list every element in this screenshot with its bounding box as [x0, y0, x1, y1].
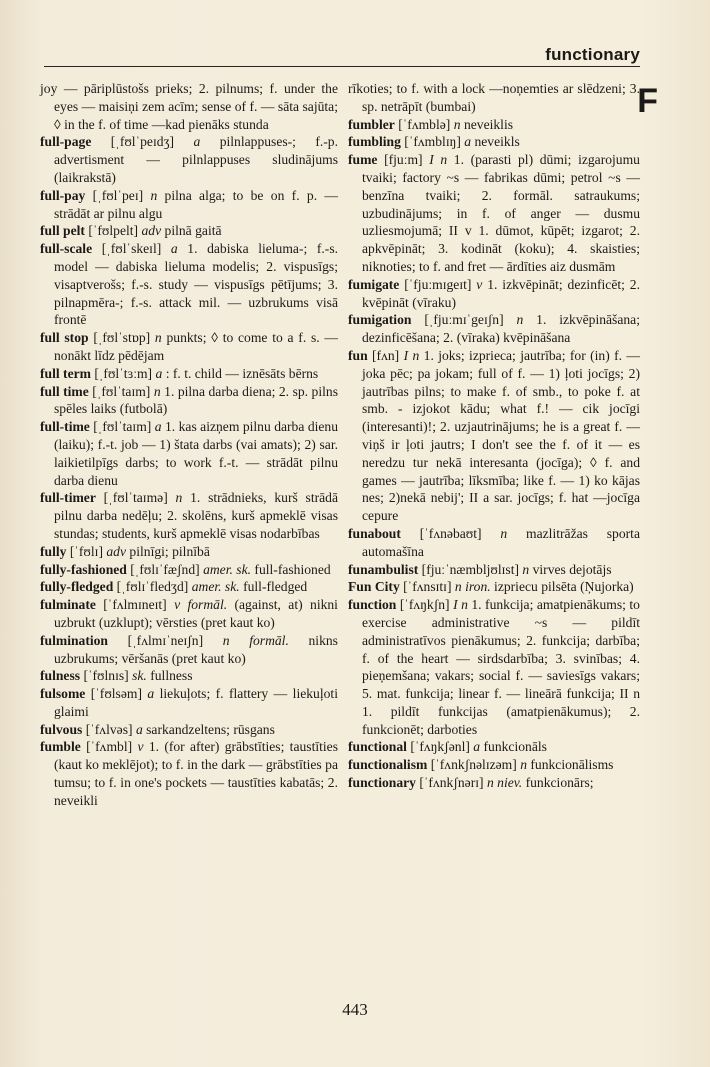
entry-definition: funkcionālisms	[530, 757, 614, 773]
dictionary-entry	[348, 578, 640, 596]
entry-pronunciation: [ˈfʌnsɪtɪ]	[403, 579, 452, 595]
dictionary-entry	[348, 347, 640, 525]
dictionary-entry	[40, 578, 338, 596]
entry-headword: fully	[40, 543, 67, 559]
dictionary-entry	[40, 133, 338, 186]
dictionary-entry	[40, 80, 338, 133]
entry-headword: full stop	[40, 330, 89, 346]
entry-definition: pilnā gaitā	[164, 223, 222, 239]
dictionary-entry	[40, 596, 338, 632]
entry-part-of-speech: a	[154, 419, 162, 435]
entry-definition: punkts; ◊ to come to a f. s. — nonākt līdz pēdējam	[54, 330, 338, 363]
entry-headword: full-page	[40, 134, 92, 150]
entry-definition: mazlitrāžas sporta automašīna	[362, 525, 640, 559]
dictionary-entry	[348, 596, 640, 738]
right-column	[348, 80, 640, 792]
entry-headword: fun	[348, 347, 368, 363]
entry-headword: full-pay	[40, 187, 86, 203]
entry-pronunciation: [ˌfjuːmɪˈgeɪʃn]	[424, 312, 504, 328]
entry-pronunciation: [ˌfʊlˈtaɪm]	[92, 383, 151, 399]
dictionary-entry	[40, 543, 338, 561]
entry-part-of-speech: n	[516, 312, 524, 328]
entry-headword: funabout	[348, 525, 401, 541]
entry-definition: full-fashioned	[254, 561, 331, 577]
entry-headword: fully-fashioned	[40, 561, 127, 577]
entry-definition: fullness	[150, 668, 193, 684]
entry-headword: full-scale	[40, 241, 93, 257]
entry-headword: fumbling	[348, 134, 401, 150]
page-number: 443	[342, 1000, 368, 1019]
dictionary-entry	[40, 365, 338, 383]
dictionary-entry	[40, 187, 338, 223]
entry-part-of-speech: n	[500, 525, 508, 541]
running-head-word: functionary	[545, 45, 640, 64]
dictionary-entry	[40, 418, 338, 489]
entry-part-of-speech: n	[522, 561, 530, 577]
entry-definition: joy — pāriplūstošs prieks; 2. pilnums; f. under the eyes — maisiņi zem acīm; sense of f. — sāta sajūta; ◊ in the f. of time —kad pienāks stunda	[40, 81, 338, 132]
entry-definition: 1. dabiska lieluma-; f.-s. model — dabiska lieluma modelis; 2. vispusīgs; visaptverošs; f.-s. study — vispusīgs pētījums; 3. pilnapmēra-; f.-s. attack mil. — uzbrukums visā frontē	[54, 241, 339, 328]
entry-headword: full pelt	[40, 223, 85, 239]
dictionary-entry	[348, 756, 640, 774]
entry-headword: full term	[40, 365, 91, 381]
entry-part-of-speech: v formāl.	[174, 597, 228, 613]
entry-definition: izpriecu pilsēta (Ņujorka)	[494, 579, 634, 595]
entry-definition: rīkoties; to f. with a lock —noņemties ar slēdzeni; 3. sp. netrāpīt (bumbai)	[348, 81, 640, 114]
entry-pronunciation: [ˌfʊlˈpeɪ]	[92, 187, 144, 203]
entry-pronunciation: [ˌfʌlmɪˈneɪʃn]	[127, 632, 204, 648]
dictionary-entry	[40, 685, 338, 721]
entry-definition: 1. (for after) grābstīties; taustīties (kaut ko meklējot); to f. in the dark — grābstīties pa tumsu; to f. in one's pockets — taustīties kabatās; 2. neveikli	[54, 739, 339, 808]
entry-part-of-speech: a	[464, 134, 472, 150]
entry-part-of-speech: a	[193, 134, 201, 150]
entry-pronunciation: [ˈfʊlsəm]	[90, 686, 142, 702]
entry-pronunciation: [ˈfʌŋkʃn]	[399, 597, 450, 613]
entry-pronunciation: [ˈfʌmbl]	[86, 739, 133, 755]
entry-headword: fulminate	[40, 597, 96, 613]
entry-pronunciation: [ˈfʌnkʃnəlɪzəm]	[430, 757, 517, 773]
entry-part-of-speech: n niev.	[486, 775, 523, 791]
entry-pronunciation: [ˈfʌmblɪŋ]	[404, 134, 461, 150]
entry-headword: full-timer	[40, 490, 96, 506]
dictionary-entry	[40, 329, 338, 365]
entry-pronunciation: [ˈfʌlvəs]	[85, 721, 133, 737]
entry-definition: funkcionārs;	[525, 775, 594, 791]
entry-part-of-speech: amer. sk.	[191, 579, 240, 595]
entry-definition: liekuļots; f. flattery — liekuļoti glaimi	[54, 686, 338, 719]
entry-part-of-speech: sk.	[132, 668, 147, 684]
entry-headword: functionary	[348, 775, 416, 791]
entry-pronunciation: [ˌfʊlˈtaɪmə]	[103, 490, 168, 506]
entry-part-of-speech: n	[153, 383, 161, 399]
entry-definition: pilnlappuses-; f.-p. advertisment — pilnlappuses sludinājums (laikrakstā)	[54, 134, 338, 185]
entry-definition: pilnīgi; pilnībā	[129, 543, 210, 559]
entry-headword: fumbler	[348, 116, 395, 132]
entry-definition: 1. strādnieks, kurš strādā pilnu darba nedēļu; 2. skolēns, kurš apmeklē visas stundas; students, kurš apmeklē visas nodarbības	[54, 490, 338, 541]
entry-headword: fulsome	[40, 686, 86, 702]
entry-pronunciation: [ˌfʊlˈtɜːm]	[94, 365, 153, 381]
dictionary-entry	[40, 721, 338, 739]
dictionary-entry	[348, 561, 640, 579]
entry-pronunciation: [ˈfʌnəbaʊt]	[419, 525, 482, 541]
entry-part-of-speech: adv	[106, 543, 127, 559]
entry-headword: fulness	[40, 668, 81, 684]
entry-part-of-speech: n formāl.	[222, 632, 289, 648]
entry-headword: fulmination	[40, 632, 108, 648]
entry-pronunciation: [ˈfʊlpelt]	[88, 223, 139, 239]
entry-pronunciation: [ˈfʌnkʃnərɪ]	[419, 775, 484, 791]
entry-definition: pilna alga; to be on f. p. — strādāt ar pilnu algu	[54, 187, 338, 221]
dictionary-entry	[348, 311, 640, 347]
dictionary-entry	[40, 222, 338, 240]
entry-part-of-speech: a	[155, 365, 163, 381]
dictionary-entry	[348, 116, 640, 134]
entry-definition: funkcionāls	[483, 739, 547, 755]
entry-definition: 1. funkcija; amatpienākums; to exercise administrative ~s — pildīt administratīvos pienākumus; 2. funkcija; darbība; f. of the heart — sirdsdarbība; 3. svinības; 4. pieņemšana; vakars; social f. — saviesīgs vakars; 5. mat. funkcija; linear f. — lineārā funkcija; II n 1. pildīt funkcijas (amatpienākumus); 2. funkcionēt; darboties	[362, 597, 640, 737]
entry-headword: fulvous	[40, 721, 83, 737]
entry-headword: fumigation	[348, 312, 412, 328]
dictionary-entry	[348, 151, 640, 276]
entry-headword: functionalism	[348, 757, 428, 773]
entry-definition: full-fledged	[243, 579, 308, 595]
entry-pronunciation: [ˌfʊlɪˈfæʃnd]	[130, 561, 200, 577]
entry-definition: nikns uzbrukums; vēršanās (pret kaut ko)	[54, 632, 338, 666]
entry-part-of-speech: a	[135, 721, 143, 737]
entry-part-of-speech: I n	[453, 597, 468, 613]
entry-part-of-speech: amer. sk.	[203, 561, 252, 577]
dictionary-entry	[40, 383, 338, 419]
entry-definition: neveikls	[474, 134, 520, 150]
dictionary-entry	[40, 738, 338, 809]
dictionary-entry	[348, 738, 640, 756]
entry-pronunciation: [fjuːm]	[384, 152, 423, 168]
entry-definition: virves dejotājs	[532, 561, 612, 577]
entry-definition: 1. pilna darba diena; 2. sp. pilns spēles laiks (futbolā)	[54, 383, 338, 417]
entry-pronunciation: [ˌfʊlˈstɒp]	[93, 330, 151, 346]
entry-part-of-speech: v	[476, 276, 483, 292]
entry-pronunciation: [ˈfʊlnɪs]	[83, 668, 129, 684]
entry-headword: Fun City	[348, 579, 400, 595]
dictionary-entry	[40, 561, 338, 579]
entry-pronunciation: [ˌfʊlɪˈfledʒd]	[116, 579, 189, 595]
dictionary-entry	[348, 774, 640, 792]
entry-part-of-speech: n	[175, 490, 183, 506]
entry-pronunciation: [ˌfʊlˈtaɪm]	[93, 419, 152, 435]
entry-definition: neveiklis	[463, 116, 514, 132]
entry-part-of-speech: n iron.	[454, 579, 491, 595]
entry-part-of-speech: a	[473, 739, 481, 755]
entry-pronunciation: [ˈfʌŋkʃənl]	[410, 739, 470, 755]
entry-pronunciation: [fjuːˈnæmbljʊlɪst]	[421, 561, 519, 577]
entry-part-of-speech: a	[170, 241, 178, 257]
left-column	[40, 80, 338, 810]
entry-definition: 1. izkvēpināt; dezinficēt; 2. kvēpināt (vīraku)	[362, 276, 640, 310]
entry-headword: full-time	[40, 419, 90, 435]
entry-part-of-speech: I n	[403, 347, 420, 363]
entry-headword: funambulist	[348, 561, 419, 577]
entry-headword: fully-fledged	[40, 579, 114, 595]
entry-headword: full time	[40, 383, 89, 399]
entry-pronunciation: [ˈfʌlmɪneɪt]	[103, 597, 167, 613]
entry-headword: functional	[348, 739, 407, 755]
entry-part-of-speech: n	[453, 116, 461, 132]
dictionary-entry	[348, 276, 640, 312]
entry-pronunciation: [fʌn]	[372, 347, 400, 363]
entry-part-of-speech: adv	[141, 223, 162, 239]
thumb-index-letter: F	[637, 82, 658, 120]
entry-part-of-speech: a	[147, 686, 155, 702]
dictionary-entry	[348, 80, 640, 116]
entry-definition: (against, at) nikni uzbrukt (uzklupt); vērsties (pret kaut ko)	[54, 597, 338, 630]
entry-part-of-speech: v	[137, 739, 144, 755]
entry-definition: : f. t. child — iznēsāts bērns	[165, 365, 319, 381]
entry-definition: 1. (parasti pl) dūmi; izgarojumu tvaiki; factory ~s — fabrikas dūmi; petrol ~s — benzīna tvaiki; 2. formāl. satraukums; uzbudinājums; in f. of anger — dusmu uzliesmojumā; II v 1. dūmot, kūpēt; izgarot; 2. apkvēpināt; 3. kodināt (koku); 4. skaisties; niknoties; to f. and fret — ārdīties aiz dusmām	[362, 152, 640, 274]
entry-pronunciation: [ˈfʊlɪ]	[69, 543, 103, 559]
entry-pronunciation: [ˈfjuːmɪgeɪt]	[404, 276, 472, 292]
dictionary-entry	[348, 133, 640, 151]
dictionary-entry	[40, 240, 338, 329]
entry-pronunciation: [ˈfʌmblə]	[398, 116, 451, 132]
entry-headword: fumigate	[348, 276, 400, 292]
dictionary-entry	[40, 632, 338, 668]
entry-pronunciation: [ˌfʊlˈpeɪdʒ]	[110, 134, 175, 150]
entry-headword: fume	[348, 152, 378, 168]
dictionary-entry	[348, 525, 640, 561]
entry-headword: fumble	[40, 739, 81, 755]
entry-part-of-speech: I n	[429, 152, 448, 168]
entry-pronunciation: [ˌfʊlˈskeɪl]	[101, 241, 162, 257]
entry-definition: 1. kas aizņem pilnu darba dienu (laiku); f.-t. job — 1) štata darbs (vai amats); 2) sar. laikietilpīgs darbs; to work f.-t. — strādāt pilnu darba dienu	[54, 419, 339, 488]
dictionary-entry	[40, 489, 338, 542]
entry-part-of-speech: n	[150, 187, 158, 203]
entry-headword: function	[348, 597, 397, 613]
entry-part-of-speech: n	[520, 757, 527, 773]
entry-definition: 1. izkvēpināšana; dezinficēšana; 2. (vīraka) kvēpināšana	[362, 312, 640, 346]
entry-definition: sarkandzeltens; rūsgans	[146, 721, 275, 737]
dictionary-entry	[40, 667, 338, 685]
entry-definition: 1. joks; izprieca; jautrība; for (in) f. — joka pēc; pa jokam; full of f. — 1) ļoti jocīgs; 2) jautrības pilns; to make f. of smb., to poke f. at smb. - izjokot kādu; what f.! — cik jocīgi (interesanti)!; 2. uzjautrinājums; he is a great f. — viņš ir ļoti jautrs; I don't see the f. of it — es neredzu tur nekā interesanta (jocīga); ◊ f. and games — jautrība; līksmība; like f. — 1) ko kājas nes; 2)nekā nebij'; II a sar. jocīgs; f. hat —jocīga cepure	[362, 347, 640, 524]
running-head	[44, 44, 640, 67]
entry-part-of-speech: n	[154, 330, 162, 346]
